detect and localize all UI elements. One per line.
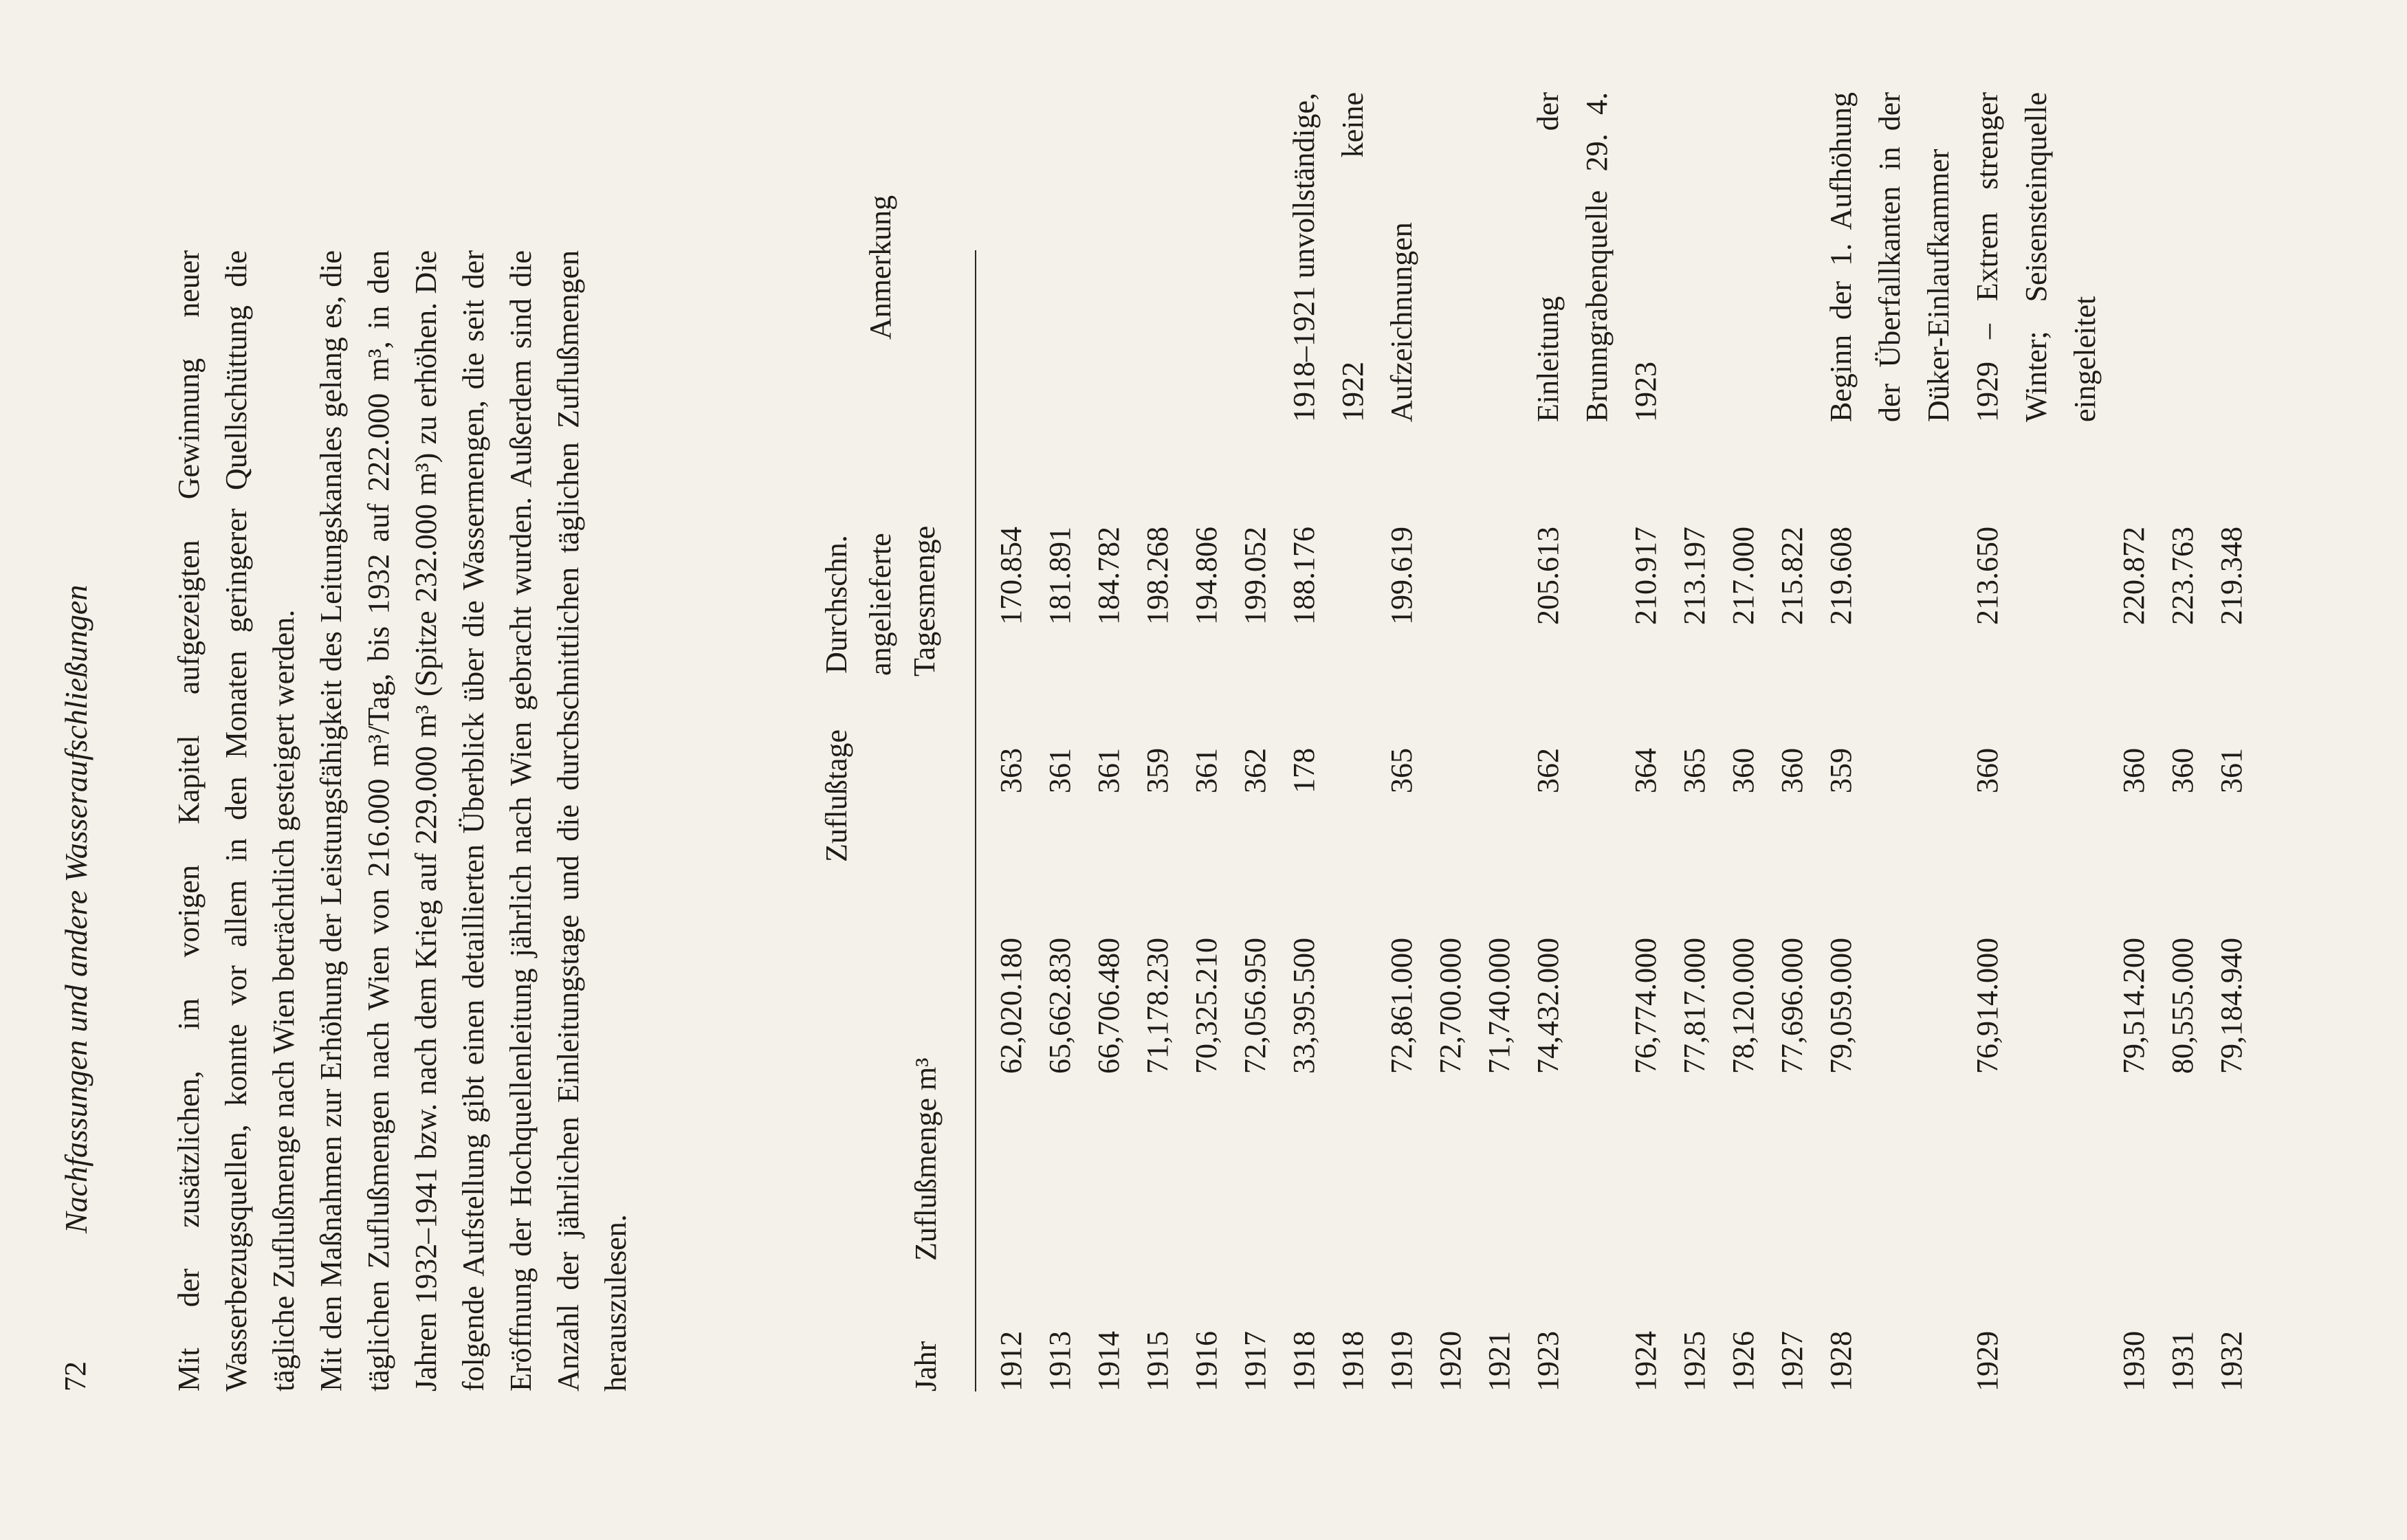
cell-qty: 72,861.000 xyxy=(1385,938,1418,1074)
cell-avg: 198.268 xyxy=(1141,527,1174,625)
cell-year: 1913 xyxy=(1043,1331,1077,1392)
cell-note: 1918–1921 unvollständige, xyxy=(1287,92,1321,422)
table-row xyxy=(2158,250,2207,1392)
cell-note: Beginn der 1. Aufhöhung der Überfallkanten in der Düker-Einlaufkammer xyxy=(1824,92,1955,422)
cell-days: 364 xyxy=(1629,748,1662,793)
table-row xyxy=(1816,92,1963,1392)
cell-days: 360 xyxy=(1726,748,1760,793)
cell-avg: 210.917 xyxy=(1629,527,1662,625)
cell-days: 361 xyxy=(1189,748,1223,793)
cell-year: 1926 xyxy=(1726,1331,1760,1392)
table-row xyxy=(2109,250,2158,1392)
cell-avg: 170.854 xyxy=(994,527,1028,625)
table-row xyxy=(987,250,1035,1392)
cell-qty: 65,662.830 xyxy=(1043,938,1077,1074)
cell-qty: 72,056.950 xyxy=(1238,938,1272,1074)
cell-avg: 215.822 xyxy=(1775,527,1809,625)
cell-days: 362 xyxy=(1238,748,1272,793)
cell-qty: 66,706.480 xyxy=(1092,938,1125,1074)
cell-avg: 205.613 xyxy=(1531,527,1565,625)
intro-paragraph-2: Mit den Maßnahmen zur Erhöhung der Leistungsfähigkeit des Leitungskanales gelang es, die täglichen Zuflußmengen nach Wien von 216.000 m³/Tag, bis 1932 auf 222.000 m³, in den Jahren 1932–1941 bzw. nach dem Krieg auf 229.000 m³ (Spitze 232.000 m³) zu erhöhen. Die folgende Aufstellung gibt einen detaillierten Überblick über die Wassermengen, die seit der Eröffnung der Hochquellenleitung jährlich nach Wien gebracht wurden. Außerdem sind die Anzahl der jährlichen Einleitungstage und die durchschnittlichen täglichen Zuflußmengen herauszulesen. xyxy=(314,250,633,1392)
cell-year: 1914 xyxy=(1092,1331,1125,1392)
cell-days: 365 xyxy=(1385,748,1418,793)
cell-qty: 77,696.000 xyxy=(1775,938,1809,1074)
cell-avg: 217.000 xyxy=(1726,527,1760,625)
cell-qty: 77,817.000 xyxy=(1678,938,1711,1074)
col-header-avg: Durchschn. angelieferte Tagesmenge xyxy=(820,525,941,676)
cell-year: 1927 xyxy=(1775,1331,1809,1392)
table-row xyxy=(1621,250,1670,1392)
running-head: Nachfassungen und andere Wasseraufschließungen xyxy=(58,584,94,1233)
table-row xyxy=(2207,250,2256,1392)
cell-days: 363 xyxy=(994,748,1028,793)
cell-days: 178 xyxy=(1287,748,1321,793)
cell-qty: 79,059.000 xyxy=(1824,938,1858,1074)
cell-year: 1917 xyxy=(1238,1331,1272,1392)
cell-days: 360 xyxy=(2117,748,2151,793)
cell-avg: 181.891 xyxy=(1043,527,1077,625)
table-row xyxy=(1426,250,1475,1392)
cell-year: 1929 xyxy=(1970,1331,2004,1392)
table-row xyxy=(1231,250,1279,1392)
table-row xyxy=(1475,250,1524,1392)
cell-avg: 199.619 xyxy=(1385,527,1418,625)
col-header-year: Jahr xyxy=(909,1341,943,1392)
cell-year: 1932 xyxy=(2214,1331,2248,1392)
table-header xyxy=(815,195,973,1392)
table-row xyxy=(1963,92,2109,1392)
cell-avg: 199.052 xyxy=(1238,527,1272,625)
cell-qty: 70,325.210 xyxy=(1189,938,1223,1074)
cell-year: 1918 xyxy=(1287,1331,1321,1392)
cell-days: 361 xyxy=(2214,748,2248,793)
cell-note: 1922 keine Aufzeichnungen xyxy=(1336,92,1418,422)
intro-paragraph-1: Mit der zusätzlichen, im vorigen Kapitel aufgezeigten Gewinnung neuer Wasserbezugsquellen, konnte vor allem in den Monaten geringerer Quellschüttung die tägliche Zuflußmenge nach Wien beträchtlich gesteigert werden. xyxy=(172,250,300,1392)
table-row xyxy=(1084,250,1133,1392)
cell-year: 1920 xyxy=(1433,1331,1467,1392)
cell-avg: 219.348 xyxy=(2214,527,2248,625)
table-row xyxy=(1377,250,1426,1392)
cell-avg: 223.763 xyxy=(2166,527,2199,625)
table-body xyxy=(987,92,2256,1392)
cell-year: 1923 xyxy=(1531,1331,1565,1392)
cell-year: 1918 xyxy=(1336,1331,1370,1392)
cell-qty: 78,120.000 xyxy=(1726,938,1760,1074)
cell-days: 359 xyxy=(1824,748,1858,793)
cell-note: 1929 – Extrem strenger Winter; Seisensteinquelle eingeleitet xyxy=(1970,92,2102,422)
cell-avg: 213.650 xyxy=(1970,527,2004,625)
table-rule xyxy=(975,250,976,1392)
cell-qty: 62,020.180 xyxy=(994,938,1028,1074)
table-row xyxy=(1035,250,1084,1392)
cell-year: 1919 xyxy=(1385,1331,1418,1392)
col-header-qty: Zuflußmenge m³ xyxy=(909,1057,943,1261)
cell-qty: 71,740.000 xyxy=(1482,938,1516,1074)
table-row xyxy=(1279,92,1328,1392)
cell-year: 1915 xyxy=(1141,1331,1174,1392)
cell-year: 1930 xyxy=(2117,1331,2151,1392)
cell-avg: 184.782 xyxy=(1092,527,1125,625)
cell-year: 1924 xyxy=(1629,1331,1662,1392)
cell-days: 361 xyxy=(1092,748,1125,793)
cell-year: 1912 xyxy=(994,1331,1028,1392)
cell-qty: 76,774.000 xyxy=(1629,938,1662,1074)
cell-qty: 71,178.230 xyxy=(1141,938,1174,1074)
cell-qty: 79,184.940 xyxy=(2214,938,2248,1074)
cell-qty: 80,555.000 xyxy=(2166,938,2199,1074)
cell-year: 1928 xyxy=(1824,1331,1858,1392)
table-row xyxy=(1670,250,1719,1392)
cell-days: 360 xyxy=(1775,748,1809,793)
table-row xyxy=(1719,250,1768,1392)
cell-avg: 194.806 xyxy=(1189,527,1223,625)
table-row xyxy=(1133,250,1182,1392)
cell-qty: 74,432.000 xyxy=(1531,938,1565,1074)
cell-qty: 72,700.000 xyxy=(1433,938,1467,1074)
cell-qty: 79,514.200 xyxy=(2117,938,2151,1074)
cell-qty: 76,914.000 xyxy=(1970,938,2004,1074)
cell-year: 1916 xyxy=(1189,1331,1223,1392)
cell-year: 1925 xyxy=(1678,1331,1711,1392)
cell-avg: 213.197 xyxy=(1678,527,1711,625)
cell-avg: 188.176 xyxy=(1287,527,1321,625)
table-row xyxy=(1182,250,1231,1392)
cell-days: 359 xyxy=(1141,748,1174,793)
table-row xyxy=(1768,250,1816,1392)
cell-qty: 33,395.500 xyxy=(1287,938,1321,1074)
cell-avg: 219.608 xyxy=(1824,527,1858,625)
cell-days: 362 xyxy=(1531,748,1565,793)
cell-avg: 220.872 xyxy=(2117,527,2151,625)
cell-year: 1931 xyxy=(2166,1331,2199,1392)
cell-days: 360 xyxy=(2166,748,2199,793)
cell-days: 361 xyxy=(1043,748,1077,793)
intro-text xyxy=(165,250,639,1392)
page-number: 72 xyxy=(58,1361,92,1392)
col-header-note: Anmerkung xyxy=(864,195,897,340)
cell-year: 1921 xyxy=(1482,1331,1516,1392)
col-header-days: Zuflußtage xyxy=(820,729,853,862)
cell-days: 365 xyxy=(1678,748,1711,793)
page-header xyxy=(58,85,106,1392)
cell-note: Einleitung der Brunngrabenquelle 29. 4. 1923 xyxy=(1531,92,1662,422)
cell-days: 360 xyxy=(1970,748,2004,793)
